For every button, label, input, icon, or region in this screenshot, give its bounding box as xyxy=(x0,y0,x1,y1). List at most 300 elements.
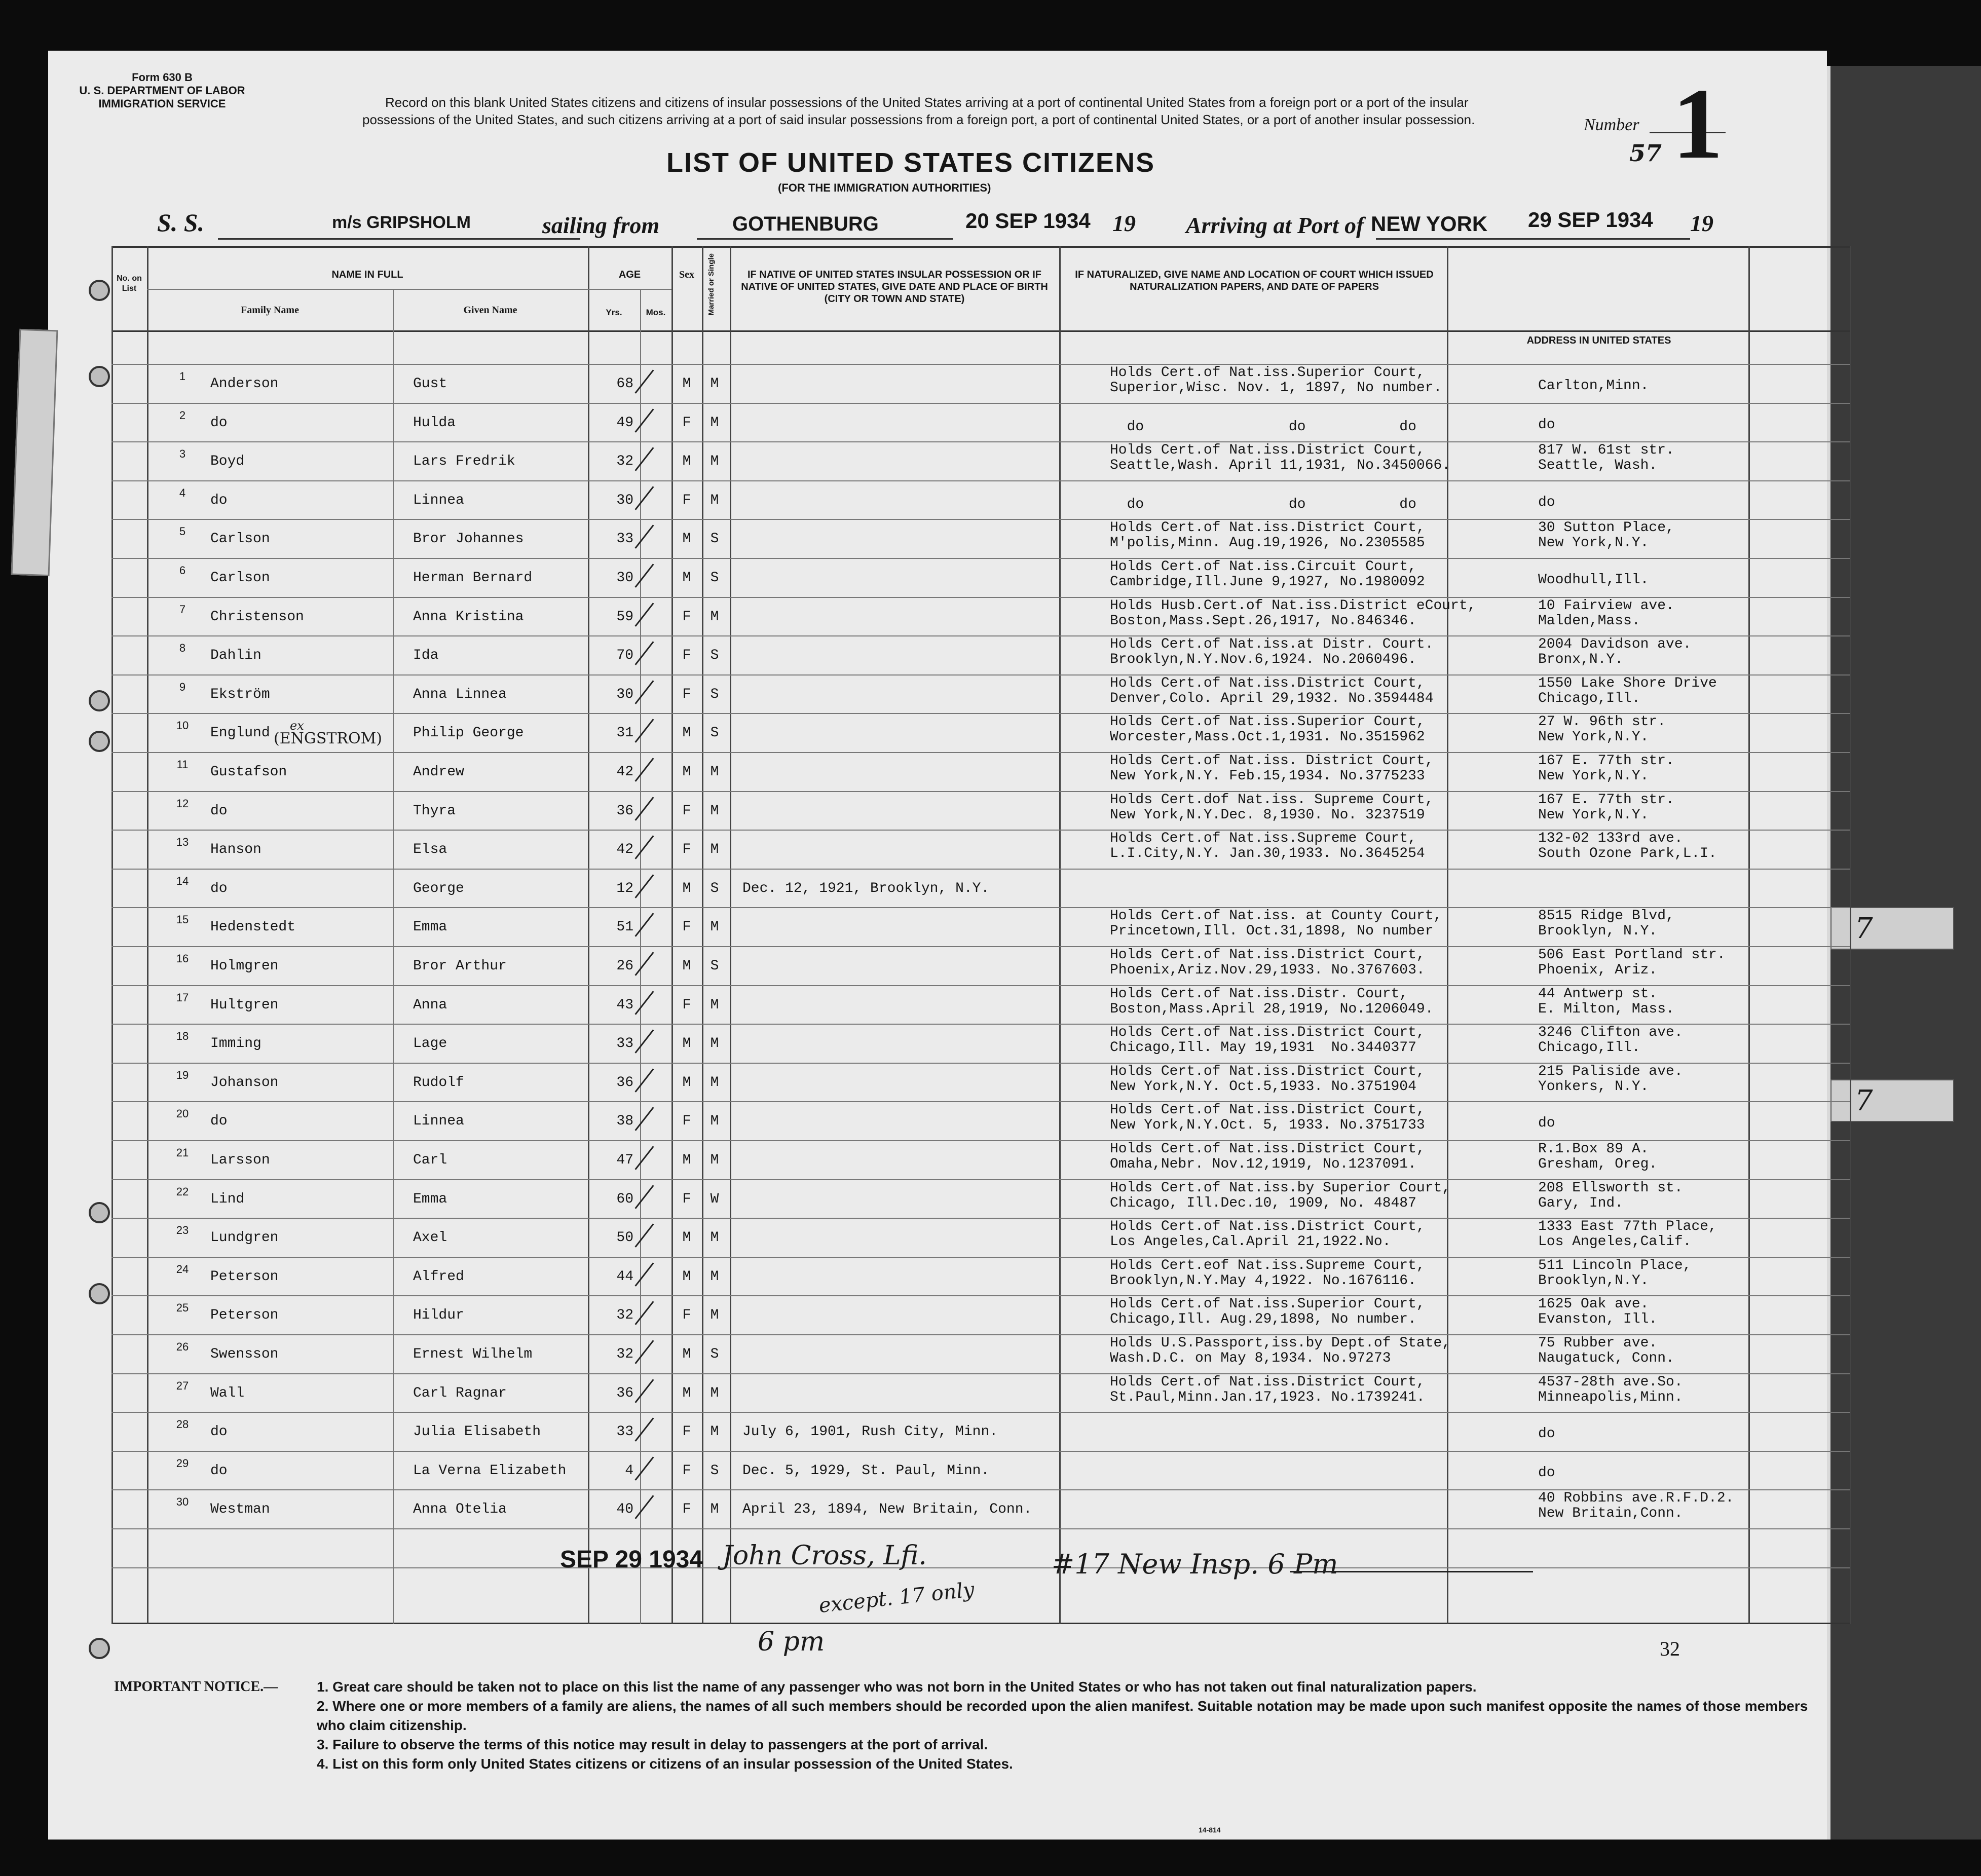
sex: F xyxy=(682,997,691,1013)
naturalization-line-2: New York,N.Y. Oct.5,1933. No.3751904 xyxy=(1110,1078,1416,1095)
given-name: Bror Arthur xyxy=(413,958,507,974)
table-bottom-rule xyxy=(111,1623,1850,1624)
age-years: 42 xyxy=(616,842,633,858)
address-line-1: 1550 Lake Shore Drive xyxy=(1538,675,1717,691)
header-no: No. on List xyxy=(117,274,142,293)
row-number: 11 xyxy=(176,758,189,771)
marital-status: M xyxy=(710,609,719,625)
family-name: Carlson xyxy=(210,531,270,547)
table-row xyxy=(48,1218,1852,1256)
given-name: Carl xyxy=(413,1152,447,1168)
given-name: Axel xyxy=(413,1230,447,1246)
given-name: Andrew xyxy=(413,764,464,780)
check-mark xyxy=(634,408,654,433)
table-row xyxy=(48,1257,1852,1295)
check-mark xyxy=(634,1107,654,1132)
marital-status: M xyxy=(710,764,719,780)
family-name: Holmgren xyxy=(210,958,279,974)
row-rule xyxy=(111,1528,1850,1529)
sex: F xyxy=(682,1191,691,1207)
check-mark xyxy=(634,913,654,937)
header-yrs: Yrs. xyxy=(606,308,622,317)
naturalization-line-2: Boston,Mass.Sept.26,1917, No.846346. xyxy=(1110,613,1416,629)
sex: F xyxy=(682,415,691,431)
check-mark xyxy=(634,1495,654,1520)
row-number: 24 xyxy=(176,1262,189,1275)
naturalization-line-2: Boston,Mass.April 28,1919, No.1206049. xyxy=(1110,1001,1434,1017)
address-line-2: Phoenix, Ariz. xyxy=(1538,962,1658,978)
naturalization-line-2: St.Paul,Minn.Jan.17,1923. No.1739241. xyxy=(1110,1389,1425,1405)
address-line-1: 4537-28th ave.So. xyxy=(1538,1374,1683,1390)
arrival-line xyxy=(1376,238,1690,240)
table-row xyxy=(48,403,1852,441)
family-name: Westman xyxy=(210,1502,270,1518)
family-name: Johanson xyxy=(210,1074,279,1091)
sex: M xyxy=(682,725,691,741)
age-years: 40 xyxy=(616,1502,633,1518)
family-name: Dahlin xyxy=(210,648,261,664)
given-name: Emma xyxy=(413,919,447,935)
naturalization-line-1: Holds Cert.of Nat.iss.District Court, xyxy=(1110,675,1425,691)
given-name: La Verna Elizabeth xyxy=(413,1462,567,1479)
check-mark xyxy=(634,369,654,394)
check-mark xyxy=(634,680,654,704)
age-years: 70 xyxy=(616,648,633,664)
family-name: Englund xyxy=(210,725,270,741)
naturalization-line-2: Wash.D.C. on May 8,1934. No.97273 xyxy=(1110,1350,1391,1366)
given-name: Anna Kristina xyxy=(413,609,524,625)
given-name: Julia Elisabeth xyxy=(413,1424,541,1440)
naturalization-line-2: Princetown,Ill. Oct.31,1898, No number xyxy=(1110,923,1434,940)
sex: F xyxy=(682,492,691,508)
sex: F xyxy=(682,1462,691,1479)
check-mark xyxy=(634,525,654,549)
given-name: Elsa xyxy=(413,842,447,858)
naturalization-line-1: Holds Cert.of Nat.iss.Supreme Court, xyxy=(1110,831,1416,847)
naturalization-line-1: Holds Cert.of Nat.iss.Superior Court, xyxy=(1110,365,1425,381)
check-mark xyxy=(634,1456,654,1481)
note-underline xyxy=(1290,1571,1533,1572)
row-number: 3 xyxy=(179,447,186,461)
age-years: 30 xyxy=(616,686,633,702)
name-correction: (ENGSTROM) xyxy=(274,730,382,747)
family-name: Hedenstedt xyxy=(210,919,296,935)
address-line-1: 511 Lincoln Place, xyxy=(1538,1257,1692,1273)
address-line-1: 30 Sutton Place, xyxy=(1538,520,1674,536)
address-line-1: 2004 Davidson ave. xyxy=(1538,636,1692,653)
given-name: Anna Linnea xyxy=(413,686,507,702)
family-name: Larsson xyxy=(210,1152,270,1168)
check-mark xyxy=(634,719,654,743)
family-name: do xyxy=(210,492,228,508)
table-row xyxy=(48,1101,1852,1140)
naturalization-line-1: Holds Cert.of Nat.iss.District Court, xyxy=(1110,520,1425,536)
family-name: Hultgren xyxy=(210,997,279,1013)
family-name: Wall xyxy=(210,1385,245,1401)
table-row xyxy=(48,791,1852,830)
age-years: 36 xyxy=(616,803,633,819)
notice-items xyxy=(317,1677,1812,1774)
sex: F xyxy=(682,686,691,702)
row-number: 4 xyxy=(179,486,186,499)
age-years: 33 xyxy=(616,531,633,547)
table-row xyxy=(48,364,1852,402)
birth-place: April 23, 1894, New Britain, Conn. xyxy=(742,1502,1032,1518)
check-mark xyxy=(634,952,654,976)
marital-status: M xyxy=(710,1307,719,1324)
notice-item: 4. List on this form only United States citizens or citizens of an insular possession of the United States. xyxy=(317,1756,1013,1772)
address-line-2: Los Angeles,Calif. xyxy=(1538,1234,1692,1250)
instructions: Record on this blank United States citizens and citizens of insular possessions of the United States arriving at a port of continental United States from a foreign port or a port of the insular possessions of the United States, and such citizens arriving at a port of said insular possessions from a foreign port, a port of continental United States, or a port of another insular possession. xyxy=(362,95,1475,127)
family-name: do xyxy=(210,803,228,819)
check-mark xyxy=(634,1223,654,1248)
manifest-sheet xyxy=(48,51,1827,1840)
inspector-note: #17 New Insp. 6 Pm xyxy=(1052,1548,1338,1580)
sex: M xyxy=(682,376,691,392)
naturalization-line-2: Cambridge,Ill.June 9,1927, No.1980092 xyxy=(1110,574,1425,590)
family-name: Gustafson xyxy=(210,764,287,780)
naturalization-line-2: Chicago,Ill. Aug.29,1898, No number. xyxy=(1110,1311,1416,1328)
row-number: 20 xyxy=(176,1107,189,1120)
header-age: AGE xyxy=(618,269,641,280)
given-name: Emma xyxy=(413,1191,447,1207)
birth-place: Dec. 5, 1929, St. Paul, Minn. xyxy=(742,1462,990,1479)
family-name: Ekström xyxy=(210,686,270,702)
table-row xyxy=(48,1334,1852,1373)
naturalization-line-1: Holds Cert.of Nat.iss.District Court, xyxy=(1110,947,1425,963)
marital-status: S xyxy=(710,648,719,664)
row-number: 16 xyxy=(176,952,189,965)
marital-status: M xyxy=(710,492,719,508)
table-row xyxy=(48,480,1852,519)
age-years: 42 xyxy=(616,764,633,780)
address-line-2: Yonkers, N.Y. xyxy=(1538,1078,1649,1095)
check-mark xyxy=(634,1417,654,1442)
address-line-2: Seattle, Wash. xyxy=(1538,458,1658,474)
table-row xyxy=(48,597,1852,635)
address-line-1: 40 Robbins ave.R.F.D.2. xyxy=(1538,1490,1734,1507)
naturalization-line-1: Holds Cert.of Nat.iss.District Court, xyxy=(1110,1141,1425,1157)
age-years: 50 xyxy=(616,1230,633,1246)
row-number: 14 xyxy=(176,874,189,887)
age-years: 26 xyxy=(616,958,633,974)
marital-status: M xyxy=(710,997,719,1013)
check-mark xyxy=(634,758,654,782)
sex: F xyxy=(682,648,691,664)
given-name: Bror Johannes xyxy=(413,531,524,547)
table-row xyxy=(48,830,1852,868)
address-line-2: New Britain,Conn. xyxy=(1538,1506,1683,1522)
table-row xyxy=(48,1451,1852,1489)
row-number: 10 xyxy=(176,719,189,732)
table-row xyxy=(48,519,1852,557)
naturalization-line-2: M'polis,Minn. Aug.19,1926, No.2305585 xyxy=(1110,535,1425,551)
marital-status: M xyxy=(710,919,719,935)
binder-hole xyxy=(89,280,110,301)
page-number: 32 xyxy=(1660,1637,1680,1660)
address-line-2: do xyxy=(1538,1426,1555,1442)
given-name: Lars Fredrik xyxy=(413,454,515,470)
marital-status: W xyxy=(710,1191,719,1207)
given-name: Linnea xyxy=(413,1113,464,1130)
table-row xyxy=(48,1412,1852,1450)
address-line-1: 167 E. 77th str. xyxy=(1538,792,1674,808)
sex: F xyxy=(682,1113,691,1130)
handwritten-number: 57 xyxy=(1629,139,1662,167)
row-number: 1 xyxy=(179,370,186,383)
binder-hole xyxy=(89,690,110,711)
family-name: Peterson xyxy=(210,1307,279,1324)
address-line-2: Chicago,Ill. xyxy=(1538,1040,1640,1056)
check-mark xyxy=(634,603,654,627)
port-line xyxy=(697,238,953,240)
address-line-2: E. Milton, Mass. xyxy=(1538,1001,1674,1017)
header-married-text: Married or Single xyxy=(707,253,716,316)
address-line-1: 8515 Ridge Blvd, xyxy=(1538,908,1674,924)
marital-status: M xyxy=(710,454,719,470)
table-row xyxy=(48,558,1852,596)
family-name: do xyxy=(210,880,228,896)
table-row xyxy=(48,1373,1852,1412)
address-line-1: 75 Rubber ave. xyxy=(1538,1335,1658,1351)
check-mark xyxy=(634,1068,654,1093)
address-line-2: Chicago,Ill. xyxy=(1538,690,1640,706)
sex: F xyxy=(682,1502,691,1518)
header-bottom-rule xyxy=(111,330,1850,332)
age-years: 32 xyxy=(616,1307,633,1324)
address-line-2: New York,N.Y. xyxy=(1538,768,1649,784)
header-address: ADDRESS IN UNITED STATES xyxy=(1526,335,1671,346)
naturalization-line-1: Holds Cert.of Nat.iss. District Court, xyxy=(1110,753,1434,769)
notice-label: IMPORTANT NOTICE.— xyxy=(114,1679,278,1695)
address-line-2: Naugatuck, Conn. xyxy=(1538,1350,1674,1366)
marital-status: S xyxy=(710,958,719,974)
given-name: Ida xyxy=(413,648,439,664)
marital-status: S xyxy=(710,531,719,547)
marital-status: M xyxy=(710,415,719,431)
marital-status: M xyxy=(710,1230,719,1246)
table-top-rule xyxy=(111,246,1850,248)
exception-note: except. 17 only xyxy=(817,1578,976,1618)
marital-status: M xyxy=(710,1152,719,1168)
sex: M xyxy=(682,1074,691,1091)
row-number: 19 xyxy=(176,1068,189,1081)
header-mos: Mos. xyxy=(646,308,666,317)
department: U. S. DEPARTMENT OF LABOR xyxy=(79,84,245,97)
check-mark xyxy=(634,874,654,898)
naturalization-line-2: Omaha,Nebr. Nov.12,1919, No.1237091. xyxy=(1110,1156,1416,1172)
sex: F xyxy=(682,1424,691,1440)
sailing-label: sailing from xyxy=(542,212,660,238)
table-row xyxy=(48,1295,1852,1334)
check-mark xyxy=(634,1029,654,1054)
given-name: George xyxy=(413,880,464,896)
header-given-name: Given Name xyxy=(463,305,517,316)
sex: M xyxy=(682,880,691,896)
age-years: 36 xyxy=(616,1074,633,1091)
naturalization-line-2: Chicago,Ill. May 19,1931 No.3440377 xyxy=(1110,1040,1416,1056)
naturalization-line-1: Holds Cert.of Nat.iss.Superior Court, xyxy=(1110,714,1425,730)
sex: M xyxy=(682,1230,691,1246)
sex: M xyxy=(682,531,691,547)
row-number: 29 xyxy=(176,1456,189,1470)
address-line-1: 208 Ellsworth st. xyxy=(1538,1180,1683,1196)
ship-line xyxy=(218,238,580,240)
family-name: Peterson xyxy=(210,1268,279,1285)
address-line-1: 215 Paliside ave. xyxy=(1538,1063,1683,1079)
sex: M xyxy=(682,1346,691,1362)
row-number: 15 xyxy=(176,913,189,926)
sex: F xyxy=(682,609,691,625)
given-name: Linnea xyxy=(413,492,464,508)
binder-hole xyxy=(89,366,110,387)
naturalization-line-1: Holds Cert.of Nat.iss.Superior Court, xyxy=(1110,1296,1425,1312)
notice-item: 1. Great care should be taken not to place on this list the name of any passenger who was not born in the United States or who has not taken out final naturalization papers. xyxy=(317,1679,1477,1695)
table-row xyxy=(48,635,1852,674)
given-name: Philip George xyxy=(413,725,524,741)
naturalization-line-1: Holds Cert.of Nat.iss.by Superior Court, xyxy=(1110,1180,1451,1196)
table-row xyxy=(48,752,1852,791)
marital-status: M xyxy=(710,1074,719,1091)
naturalization-line-1: Holds Cert.of Nat.iss.Distr. Court, xyxy=(1110,986,1408,1002)
age-years: 44 xyxy=(616,1268,633,1285)
marital-status: S xyxy=(710,1462,719,1479)
sex: M xyxy=(682,1385,691,1401)
age-years: 4 xyxy=(625,1462,633,1479)
table-row xyxy=(48,1179,1852,1218)
marital-status: M xyxy=(710,1385,719,1401)
header-family-name: Family Name xyxy=(241,305,299,316)
header-sex: Sex xyxy=(679,269,694,280)
sex: F xyxy=(682,919,691,935)
page-subtitle: (FOR THE IMMIGRATION AUTHORITIES) xyxy=(778,181,991,194)
check-mark xyxy=(634,991,654,1015)
address-line-2: New York,N.Y. xyxy=(1538,729,1649,745)
address-line-2: South Ozone Park,L.I. xyxy=(1538,846,1717,862)
marital-status: S xyxy=(710,725,719,741)
marital-status: M xyxy=(710,1113,719,1130)
given-name: Lage xyxy=(413,1036,447,1052)
table-row xyxy=(48,1063,1852,1101)
marital-status: S xyxy=(710,1346,719,1362)
age-years: 47 xyxy=(616,1152,633,1168)
age-years: 51 xyxy=(616,919,633,935)
sex: F xyxy=(682,1307,691,1324)
age-years: 36 xyxy=(616,1385,633,1401)
age-years: 12 xyxy=(616,880,633,896)
date-stamp: SEP 29 1934 xyxy=(560,1546,703,1573)
departure-date: 20 SEP 1934 xyxy=(965,209,1091,233)
age-years: 43 xyxy=(616,997,633,1013)
family-name: Boyd xyxy=(210,454,245,470)
family-name: Lundgren xyxy=(210,1230,279,1246)
number-label: Number xyxy=(1584,116,1639,134)
naturalization-line-1: Holds Cert.of Nat.iss. at County Court, xyxy=(1110,908,1442,924)
sex: F xyxy=(682,842,691,858)
address-line-2: do xyxy=(1538,417,1555,433)
naturalization-line-2: New York,N.Y.Oct. 5, 1933. No.3751733 xyxy=(1110,1117,1425,1134)
family-name: Christenson xyxy=(210,609,304,625)
family-name: Imming xyxy=(210,1036,261,1052)
address-line-2: Woodhull,Ill. xyxy=(1538,572,1649,588)
naturalization-line-1: Holds Cert.of Nat.iss.District Court, xyxy=(1110,1063,1425,1079)
row-rule xyxy=(111,1567,1850,1568)
naturalization-line-2: Los Angeles,Cal.April 21,1922.No. xyxy=(1110,1234,1391,1250)
address-line-2: Gary, Ind. xyxy=(1538,1195,1624,1211)
binder-hole xyxy=(89,1202,110,1223)
naturalization-line-1: Holds Cert.eof Nat.iss.Supreme Court, xyxy=(1110,1257,1425,1273)
given-name: Alfred xyxy=(413,1268,464,1285)
sex: M xyxy=(682,570,691,586)
row-number: 18 xyxy=(176,1030,189,1043)
birth-place: Dec. 12, 1921, Brooklyn, N.Y. xyxy=(742,880,990,896)
address-line-2: Bronx,N.Y. xyxy=(1538,652,1624,668)
given-name: Hulda xyxy=(413,415,456,431)
age-years: 32 xyxy=(616,1346,633,1362)
naturalization-line-2: Superior,Wisc. Nov. 1, 1897, No number. xyxy=(1110,380,1442,396)
family-name: do xyxy=(210,1113,228,1130)
naturalization-line-1: Holds Cert.of Nat.iss.District Court, xyxy=(1110,1219,1425,1235)
age-years: 49 xyxy=(616,415,633,431)
service: IMMIGRATION SERVICE xyxy=(98,97,226,110)
address-line-1: 817 W. 61st str. xyxy=(1538,442,1674,459)
table-row xyxy=(48,907,1852,946)
check-mark xyxy=(634,641,654,665)
row-number: 25 xyxy=(176,1301,189,1315)
naturalization-line-2: Phoenix,Ariz.Nov.29,1933. No.3767603. xyxy=(1110,962,1425,978)
address-line-2: Gresham, Oreg. xyxy=(1538,1156,1658,1172)
row-number: 6 xyxy=(179,564,186,577)
given-name: Hildur xyxy=(413,1307,464,1324)
naturalization-line-1: Holds Cert.of Nat.iss.District Court, xyxy=(1110,1025,1425,1041)
page-title: LIST OF UNITED STATES CITIZENS xyxy=(666,147,1155,178)
naturalization-line-2: New York,N.Y.Dec. 8,1930. No. 3237519 xyxy=(1110,807,1425,823)
sex: M xyxy=(682,958,691,974)
naturalization-line-1: Holds Cert.of Nat.iss.at Distr. Court. xyxy=(1110,636,1434,653)
table-row xyxy=(48,1140,1852,1179)
age-years: 60 xyxy=(616,1191,633,1207)
address-line-1: 44 Antwerp st. xyxy=(1538,986,1658,1002)
row-number: 17 xyxy=(176,991,189,1004)
given-name: Anna xyxy=(413,997,447,1013)
table-row xyxy=(48,946,1852,985)
margin-mark: 7 xyxy=(1855,912,1873,945)
notice-item: 2. Where one or more members of a family are aliens, the names of all such members should be recorded upon the alien manifest. Suitable notation may be made upon such manifest opposite the names of those members who claim citizenship. xyxy=(317,1698,1808,1733)
birth-place: July 6, 1901, Rush City, Minn. xyxy=(742,1424,998,1440)
naturalization-line-1: Holds Cert.of Nat.iss.Circuit Court, xyxy=(1110,559,1416,575)
age-years: 38 xyxy=(616,1113,633,1130)
check-mark xyxy=(634,1340,654,1364)
address-line-1: 3246 Clifton ave. xyxy=(1538,1025,1683,1041)
address-line-1: 1625 Oak ave. xyxy=(1538,1296,1649,1312)
header-naturalized: IF NATURALIZED, GIVE NAME AND LOCATION OF COURT WHICH ISSUED NATURALIZATION PAPERS, AND DATE OF PAPERS xyxy=(1075,269,1434,292)
list-number: 1 xyxy=(1672,68,1723,180)
naturalization-line-2: New York,N.Y. Feb.15,1934. No.3775233 xyxy=(1110,768,1425,784)
margin-mark: 7 xyxy=(1855,1084,1873,1117)
naturalization-line-1: Holds Cert.of Nat.iss.District Court, xyxy=(1110,442,1425,459)
row-number: 23 xyxy=(176,1224,189,1237)
year-label: 19 xyxy=(1690,210,1713,236)
family-name: Carlson xyxy=(210,570,270,586)
check-mark xyxy=(634,835,654,859)
address-line-2: Carlton,Minn. xyxy=(1538,378,1649,394)
naturalization-line-2: Chicago, Ill.Dec.10, 1909, No. 48487 xyxy=(1110,1195,1416,1211)
sex: F xyxy=(682,803,691,819)
check-mark xyxy=(634,797,654,821)
row-number: 27 xyxy=(176,1379,189,1392)
address-line-2: Minneapolis,Minn. xyxy=(1538,1389,1683,1405)
address-line-2: do xyxy=(1538,1465,1555,1481)
